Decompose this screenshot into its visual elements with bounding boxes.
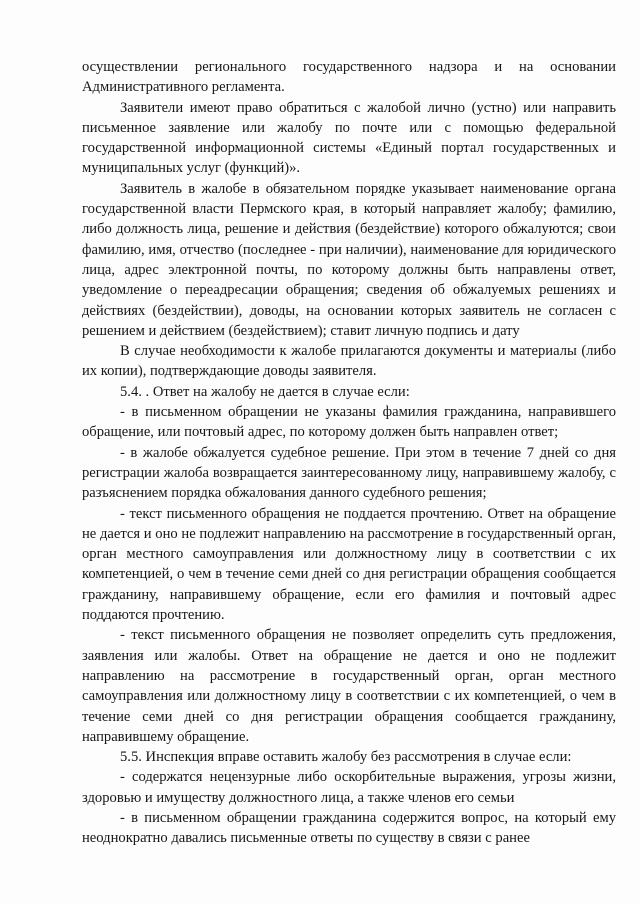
document-body xyxy=(82,57,616,849)
list-item-repeated-question: - в письменном обращении гражданина содержится вопрос, на который ему неоднократно давались письменные ответы по существу в связи с ранее xyxy=(82,809,616,847)
list-item-obscene-language: - содержатся нецензурные либо оскорбительные выражения, угрозы жизни, здоровью и имуществу должностного лица, а также членов его семьи xyxy=(82,769,616,806)
section-5-4-heading: 5.4. . Ответ на жалобу не дается в случае если: xyxy=(120,383,410,400)
list-item-unreadable-text: - текст письменного обращения не поддается прочтению. Ответ на обращение не дается и оно не подлежит направлению на рассмотрение в государственный орган, орган местного самоуправления или должностному лицу в соответствии с их компетенцией, о чем в течение семи дней со дня регистрации обращения сообщается гражданину, направившему обращение, если его фамилия и почтовый адрес поддаются прочтению. xyxy=(82,505,616,624)
paragraph-continuation: осуществлении регионального государственного надзора и на основании Административного регламента. xyxy=(82,59,616,96)
paragraph-complaint-contents: Заявитель в жалобе в обязательном порядке указывает наименование органа государственной власти Пермского края, в который направляет жалобу; фамилию, либо должность лица, решение и действия (бездействие) которого обжалуются; свои фамилию, имя, отчество (последнее - при наличии), наименование для юридического лица, адрес электронной почты, по которому должны быть направлены ответ, уведомление о переадресации обращения; сведения об обжалуемых решениях и действиях (бездействии), доводы, на основании которых заявитель не согласен с решением и действием (бездействием); ставит личную подпись и дату xyxy=(82,180,616,339)
list-item-no-name-address: - в письменном обращении не указаны фамилия гражданина, направившего обращение, или почтовый адрес, по которому должен быть направлен ответ; xyxy=(82,404,616,441)
paragraph-attachments: В случае необходимости к жалобе прилагаются документы и материалы (либо их копии), подтверждающие доводы заявителя. xyxy=(82,343,616,380)
list-item-court-decision: - в жалобе обжалуется судебное решение. При этом в течение 7 дней со дня регистрации жалоба возвращается заинтересованному лицу, направившему жалобу, с разъяснением порядка обжалования данного судебного решения; xyxy=(82,444,616,502)
section-5-5-heading: 5.5. Инспекция вправе оставить жалобу без рассмотрения в случае если: xyxy=(120,749,572,766)
paragraph-right-to-appeal: Заявители имеют право обратиться с жалобой лично (устно) или направить письменное заявление или жалобу по почте или с помощью федеральной государственной информационной системы «Единый портал государственных и муниципальных услуг (функций)». xyxy=(82,99,616,177)
list-item-unclear-essence: - текст письменного обращения не позволяет определить суть предложения, заявления или жалобы. Ответ на обращение не дается и оно не подлежит направлению на рассмотрение в государственный орган, орган местного самоуправления или должностному лицу в соответствии с их компетенцией, о чем в течение семи дней со дня регистрации обращения сообщается гражданину, направившему обращение. xyxy=(82,627,616,745)
